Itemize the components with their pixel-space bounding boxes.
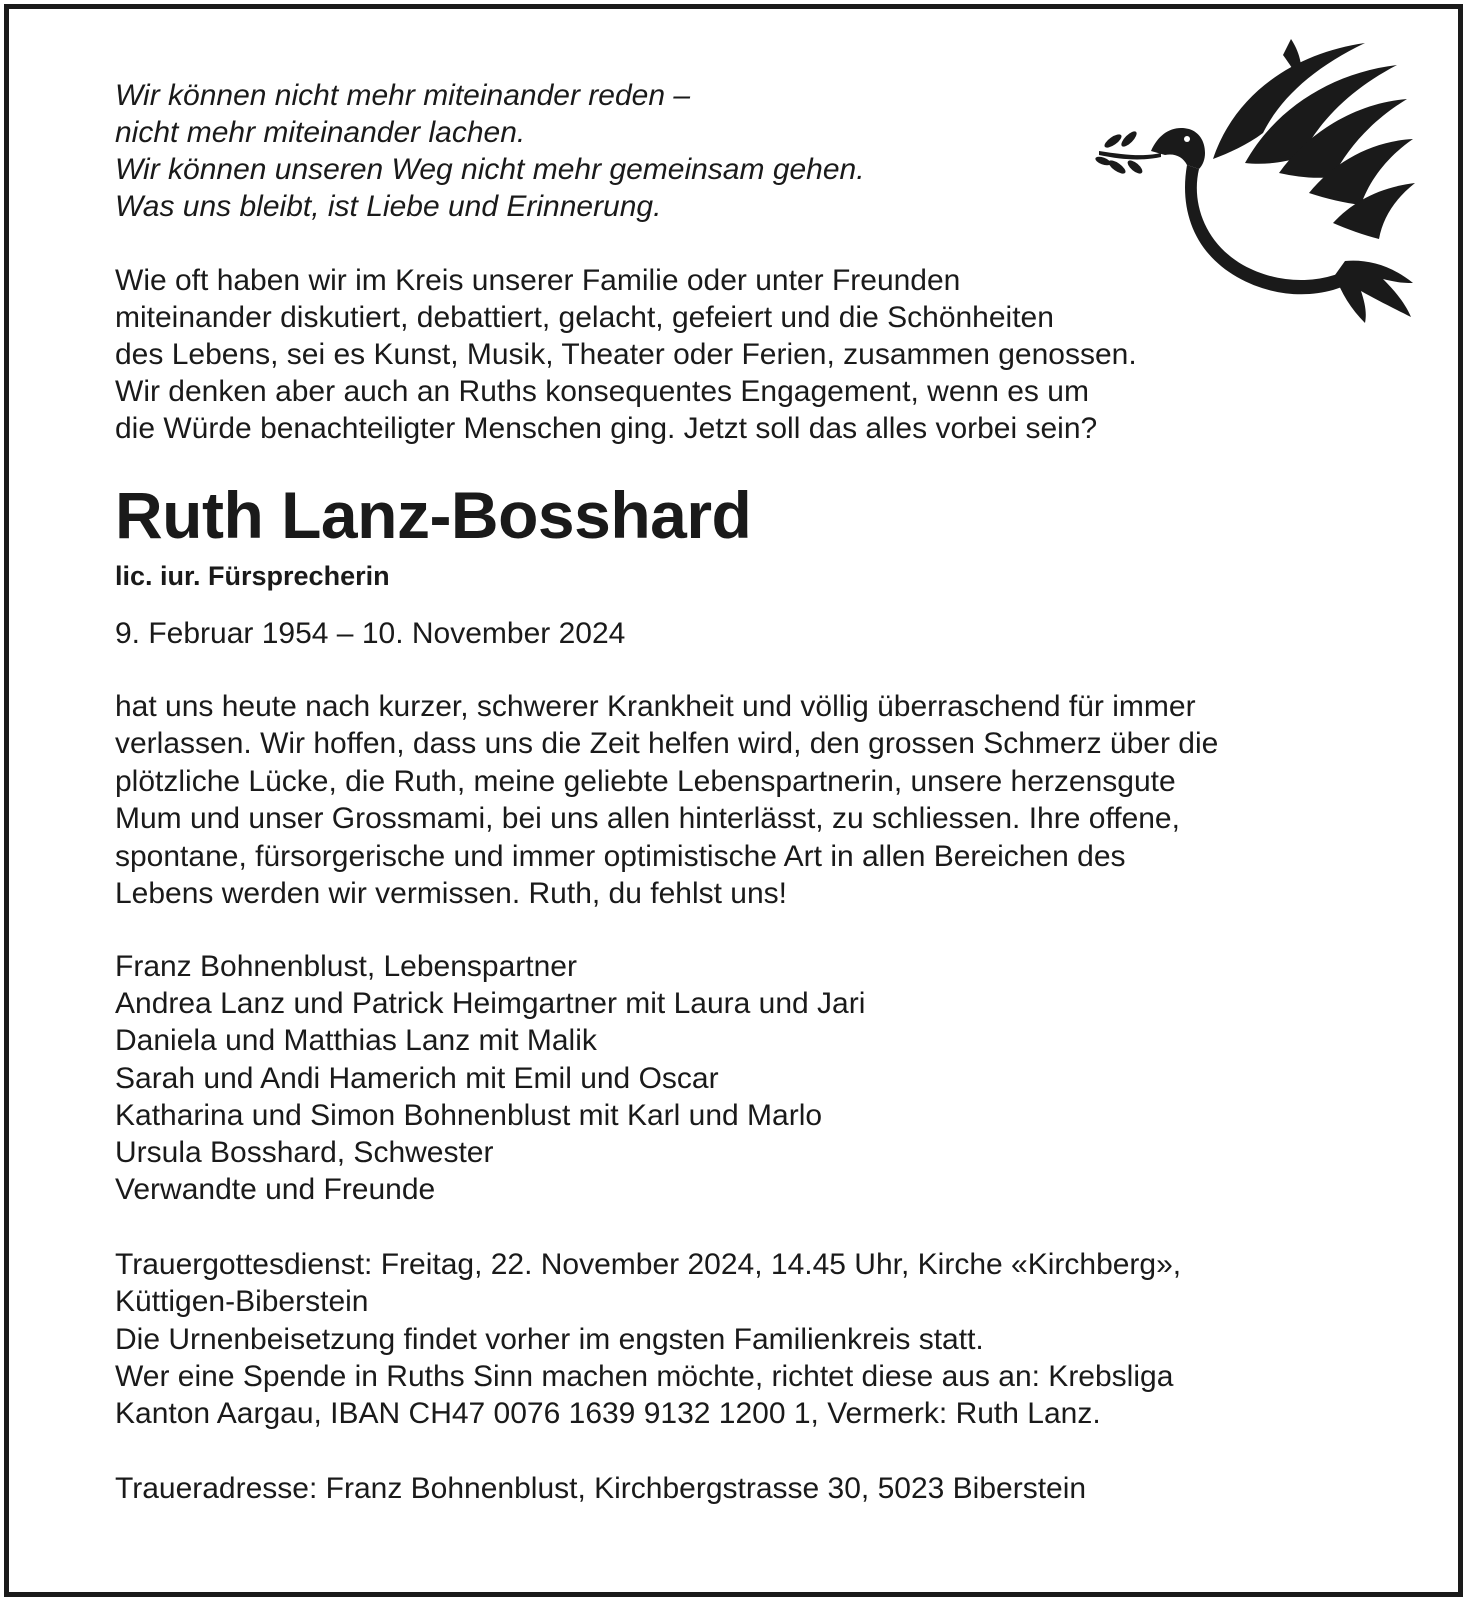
poem-line: Was uns bleibt, ist Liebe und Erinnerung. xyxy=(115,190,662,223)
body-line: Mum und unser Grossmami, bei uns allen hinterlässt, zu schliessen. Ihre offene, xyxy=(115,802,1180,836)
service-line: Die Urnenbeisetzung findet vorher im engsten Familienkreis statt. xyxy=(115,1322,984,1356)
mourning-address xyxy=(115,1470,1086,1507)
body-line: plötzliche Lücke, die Ruth, meine geliebte Lebenspartnerin, unsere herzensgute xyxy=(115,764,1176,798)
intro-line: miteinander diskutiert, debattiert, gelacht, gefeiert und die Schönheiten xyxy=(115,301,1054,334)
poem-line: Wir können unseren Weg nicht mehr gemeinsam gehen. xyxy=(115,153,865,186)
poem-line: nicht mehr miteinander lachen. xyxy=(115,116,526,149)
mourner-item: Ursula Bosshard, Schwester xyxy=(115,1136,494,1170)
body-line: verlassen. Wir hoffen, dass uns die Zeit helfen wird, den grossen Schmerz über die xyxy=(115,727,1219,761)
mourner-item: Daniela und Matthias Lanz mit Malik xyxy=(115,1024,597,1058)
body-line: hat uns heute nach kurzer, schwerer Krankheit und völlig überraschend für immer xyxy=(115,690,1196,723)
intro-line: des Lebens, sei es Kunst, Musik, Theater oder Ferien, zusammen genossen. xyxy=(115,338,1137,371)
service-line: Kanton Aargau, IBAN CH47 0076 1639 9132 1200 1, Vermerk: Ruth Lanz. xyxy=(115,1397,1101,1431)
service-line: Trauergottesdienst: Freitag, 22. November 2024, 14.45 Uhr, Kirche «Kirchberg», xyxy=(115,1248,1182,1281)
body-line: spontane, fürsorgerische und immer optimistische Art in allen Bereichen des xyxy=(115,839,1126,873)
intro-paragraph xyxy=(115,262,1137,447)
address-line: Traueradresse: Franz Bohnenblust, Kirchbergstrasse 30, 5023 Biberstein xyxy=(115,1472,1087,1505)
mourner-item: Verwandte und Freunde xyxy=(115,1173,436,1207)
poem xyxy=(115,77,1015,225)
body-line: Lebens werden wir vermissen. Ruth, du fehlst uns! xyxy=(115,877,787,911)
obituary-notice xyxy=(4,4,1463,1597)
service-info xyxy=(115,1246,1181,1432)
mourner-item: Franz Bohnenblust, Lebenspartner xyxy=(115,950,577,983)
service-line: Küttigen-Biberstein xyxy=(115,1285,369,1319)
mourners-list xyxy=(115,948,865,1208)
dove-icon xyxy=(1095,33,1420,323)
mourner-item: Katharina und Simon Bohnenblust mit Karl und Marlo xyxy=(115,1098,823,1132)
intro-line: Wir denken aber auch an Ruths konsequentes Engagement, wenn es um xyxy=(115,375,1089,408)
intro-line: Wie oft haben wir im Kreis unserer Familie oder unter Freunden xyxy=(115,264,961,297)
service-line: Wer eine Spende in Ruths Sinn machen möchte, richtet diese aus an: Krebsliga xyxy=(115,1359,1174,1393)
deceased-name: Ruth Lanz-Bosshard xyxy=(115,478,752,552)
life-dates: 9. Februar 1954 – 10. November 2024 xyxy=(115,617,626,650)
mourner-item: Andrea Lanz und Patrick Heimgartner mit Laura und Jari xyxy=(115,987,866,1021)
deceased-title: lic. iur. Fürsprecherin xyxy=(115,561,390,591)
body-paragraph xyxy=(115,688,1218,912)
mourner-item: Sarah und Andi Hamerich mit Emil und Oscar xyxy=(115,1061,719,1095)
poem-line: Wir können nicht mehr miteinander reden – xyxy=(115,79,691,112)
intro-line: die Würde benachteiligter Menschen ging. Jetzt soll das alles vorbei sein? xyxy=(115,412,1098,445)
